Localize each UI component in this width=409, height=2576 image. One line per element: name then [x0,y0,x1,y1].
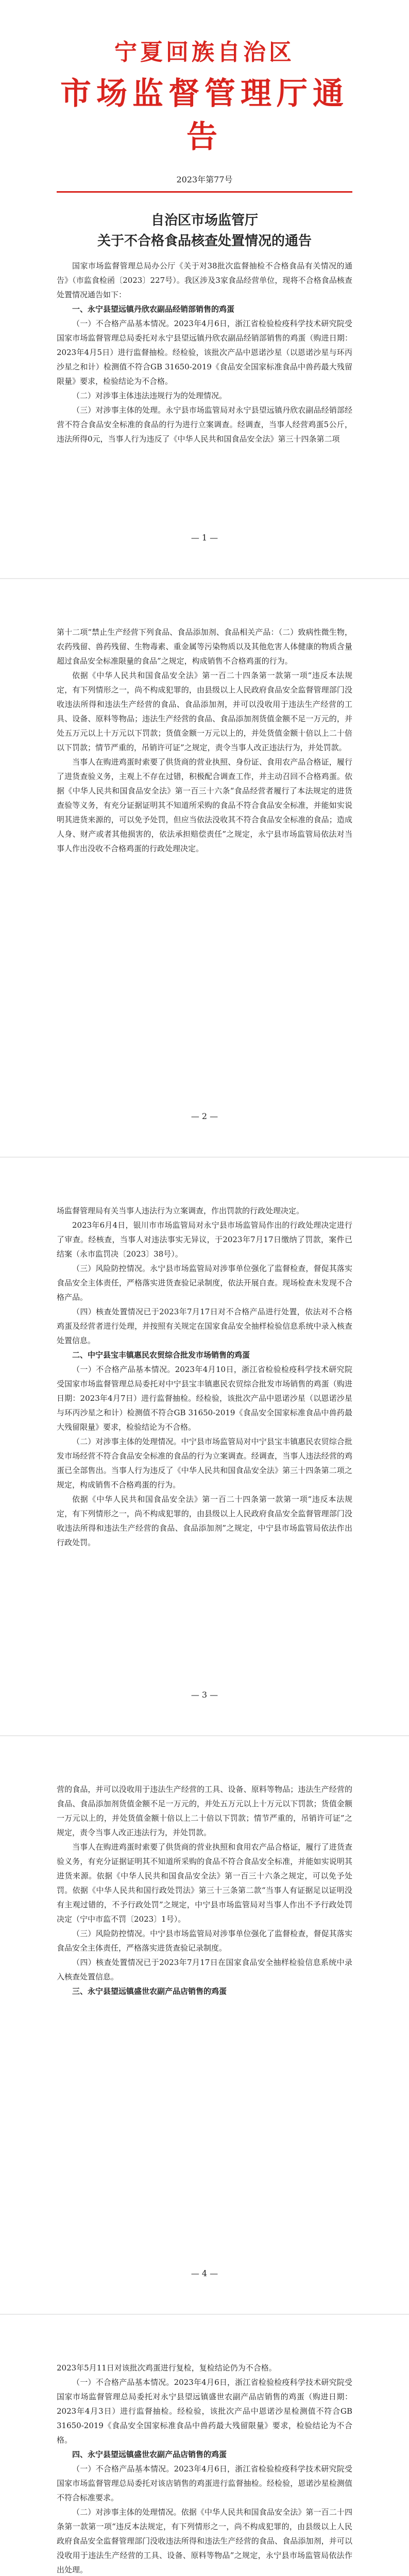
page-5 [0,2314,409,2576]
paragraph: （三）风险防控情况。永宁县市场监管局对涉事单位强化了监督检查，督促其落实食品安全主体责任，严格落实进货查验记录制度，依法开展自查。现场检查未发现不合格产品。 [57,1264,352,1302]
paragraph: （三）对涉事主体的处理。永宁县市场监管局对永宁县望远镇丹欣农副品经销部经营不符合食品安全标准的食品的行为进行立案调查。经调查，当事人经营鸡蛋5公斤，违法所得0元，当事人行为违反了《中华人民共和国食品安全法》第三十四条第二项 [57,405,352,444]
paragraph: （一）不合格产品基本情况。2023年4月6日，浙江省检验检疫科学技术研究院受国家市场监督管理总局委托对永宁县望远镇丹欣农副品经销部销售的鸡蛋（购进日期：2023年4月5日）进行监督抽检。经检验，该批次产品中恩诺沙星（以恩诺沙星与环丙沙星之和计）检测值不符合GB 31650-2019《食品安全国家标准食品中兽药最大残留限量》要求，检验结论为不合格。 [57,319,352,386]
paragraph: （二）对涉事主体的处理情况。依据《中华人民共和国食品安全法》第一百二十四条第一款第一项“违反本法规定，有下列情形之一，尚不构成犯罪的，由县级以上人民政府食品安全监督管理部门没收违法所得和违法生产经营的食品、食品添加剂，并可以没收用于违法生产经营的工具、设备、原料等物品”之规定，永宁县市场监管局依法作出处理。 [57,2507,352,2574]
paragraph: 依据《中华人民共和国食品安全法》第一百二十四条第一款第一项“违反本法规定，有下列情形之一，尚不构成犯罪的，由县级以上人民政府食品安全监督管理部门没收违法所得和违法生产经营的食品、食品添加剂，并可以没收用于违法生产经营的工具、设备、原料等物品；违法生产经营的食品、食品添加剂货值金额不足一万元的，并处五万元以上十万元以下罚款；货值金额一万元以上的，并处货值金额十倍以上二十倍以下罚款；情节严重的，吊销许可证”之规定，责令当事人改正违法行为，并处罚款。 [57,671,352,752]
page-number: — 4 — [191,2268,218,2278]
page-2 [0,579,409,1157]
paragraph: 2023年5月11日对该批次鸡蛋进行复检，复检结论仍为不合格。 [57,2363,277,2372]
paragraph: （一）不合格产品基本情况。2023年4月6日，浙江省检验检疫科学技术研究院受国家市场监督管理总局委托对该店销售的鸡蛋进行监督抽检。经检验，恩诺沙星检测值不符合标准要求。 [57,2464,352,2502]
paragraph: （二）对涉事主体的处理情况。中宁县市场监管局对中宁县宝丰镇惠民农贸综合批发市场经营不符合食品安全标准的食品的行为立案调查。经调查，当事人违法经营的鸡蛋已全部售出。当事人行为违反了《中华人民共和国食品安全法》第三十四条第二项之规定，构成销售不合格鸡蛋的行为。 [57,1437,352,1489]
paragraph: （一）不合格产品基本情况。2023年4月10日，浙江省检验检疫科学技术研究院受国家市场监督管理总局委托对中宁县宝丰镇惠民农贸综合批发市场销售的鸡蛋（购进日期：2023年4月7日）进行监督抽检。经检验，该批次产品中恩诺沙星（以恩诺沙星与环丙沙星之和计）检测值不符合GB 31650-2019《食品安全国家标准食品中兽药最大残留限量》要求，检验结论为不合格。 [57,1365,352,1432]
section-heading: 四、永宁县望远镇盛世农副产品店销售的鸡蛋 [72,2450,227,2459]
page-4 [0,1736,409,2314]
paragraph: （一）不合格产品基本情况。2023年4月6日，浙江省检验检疫科学技术研究院受国家市场监督管理总局委托对永宁县望远镇盛世农副产品店销售的鸡蛋（购进日期：2023年4月3日）进行监督抽检。经检验，该批次产品中恩诺沙星检测值不符合GB 31650-2019《食品安全国家标准食品中兽药最大残留限量》要求，检验结论为不合格。 [57,2378,352,2445]
red-divider [57,191,352,193]
paragraph: 营的食品，并可以没收用于违法生产经营的工具、设备、原料等物品；违法生产经营的食品、食品添加剂货值金额不足一万元的，并处五万元以上十万元以下罚款；货值金额一万元以上的，并处货值金额十倍以上二十倍以下罚款；情节严重的，吊销许可证”之规定，责令当事人改正违法行为，并处罚款。 [57,1785,352,1837]
paragraph: 当事人在购进鸡蛋时索要了供货商的营业执照、身份证、食用农产品合格证，履行了进货查验义务，主观上不存在过错，积极配合调查工作，并主动召回不合格鸡蛋。依据《中华人民共和国食品安全法》第一百三十六条“食品经营者履行了本法规定的进货查验等义务，有充分证据证明其不知道所采购的食品不符合食品安全标准，并能如实说明其进货来源的，可以免予处罚，但应当依法没收其不符合食品安全标准的食品；造成人身、财产或者其他损害的，依法承担赔偿责任”之规定，永宁县市场监管局依法对当事人作出没收不合格鸡蛋的行政处理决定。 [57,757,352,853]
paragraph: 2023年6月4日，银川市市场监管局对永宁县市场监管局作出的行政处理决定进行了审查。经核查，当事人对违法事实无异议，于2023年7月17日缴纳了罚款，案件已结案（永市监罚决〔2023〕38号）。 [57,1221,352,1259]
page-number: — 1 — [191,533,218,543]
document-number: 2023年第77号 [176,175,233,184]
page-3 [0,1157,409,1736]
document-title-line2: 关于不合格食品核查处置情况的通告 [97,233,312,249]
page-1 [0,0,409,579]
header-region-name: 宁夏回族自治区 [114,39,295,65]
page-number: — 3 — [191,1690,218,1700]
paragraph: （三）风险防控情况。中宁县市场监管局对涉事单位强化了监督检查，督促其落实食品安全主体责任，严格落实进货查验记录制度。 [57,1929,352,1953]
paragraph: （四）核查处置情况已于2023年7月17日在国家食品安全抽样检验信息系统中录入核查处置信息。 [57,1958,352,1981]
section-heading: 一、永宁县望远镇丹欣农副品经销部销售的鸡蛋 [72,304,235,314]
paragraph: （二）对涉事主体违法违规行为的处理情况。 [72,391,227,400]
paragraph: 第十二项“禁止生产经营下列食品、食品添加剂、食品相关产品：（二）致病性微生物，农药残留、兽药残留、生物毒素、重金属等污染物质以及其他危害人体健康的物质含量超过食品安全标准限量的食品”之规定，构成销售不合格鸡蛋的行为。 [57,628,352,666]
paragraph: 当事人在购进鸡蛋时索要了供货商的营业执照和食用农产品合格证，履行了进货查验义务，有充分证据证明其不知道所采购的食品不符合食品安全标准，并能如实说明其进货来源。依据《中华人民共和国食品安全法》第一百三十六条之规定，可以免予处罚。依据《中华人民共和国行政处罚法》第三十三条第二款“当事人有证据足以证明没有主观过错的，不予行政处罚”之规定，中宁县市场监管局对当事人作出不予行政处罚决定（宁中市监不罚〔2023〕1号）。 [57,1842,352,1924]
page-number: — 2 — [191,1111,218,1121]
paragraph: 依据《中华人民共和国食品安全法》第一百二十四条第一款第一项“违反本法规定，有下列情形之一，尚不构成犯罪的，由县级以上人民政府食品安全监督管理部门没收违法所得和违法生产经营的食品、食品添加剂”之规定，中宁县市场监管局依法作出行政处罚。 [57,1495,352,1547]
paragraph: 国家市场监督管理总局办公厅《关于对38批次监督抽检不合格食品有关情况的通告》（市监食检函〔2023〕227号）。我区涉及3家食品经营单位，现将不合格食品核查处置情况通告如下： [57,261,352,299]
document-title-line1: 自治区市场监管厅 [150,213,258,228]
header-agency-notice: 市场监督管理厅通告 [60,76,349,155]
paragraph: 场监督管理局有关当事人违法行为立案调查，作出罚款的行政处理决定。 [57,1206,304,1215]
section-heading: 三、永宁县望远镇盛世农副产品店销售的鸡蛋 [72,1987,227,1996]
paragraph: （四）核查处置情况已于2023年7月17日对不合格产品进行处置，依法对不合格鸡蛋及经营者进行处理，并按照有关规定在国家食品安全抽样检验信息系统中录入核查处置信息。 [57,1307,352,1345]
section-heading: 二、中宁县宝丰镇惠民农贸综合批发市场销售的鸡蛋 [72,1350,250,1360]
